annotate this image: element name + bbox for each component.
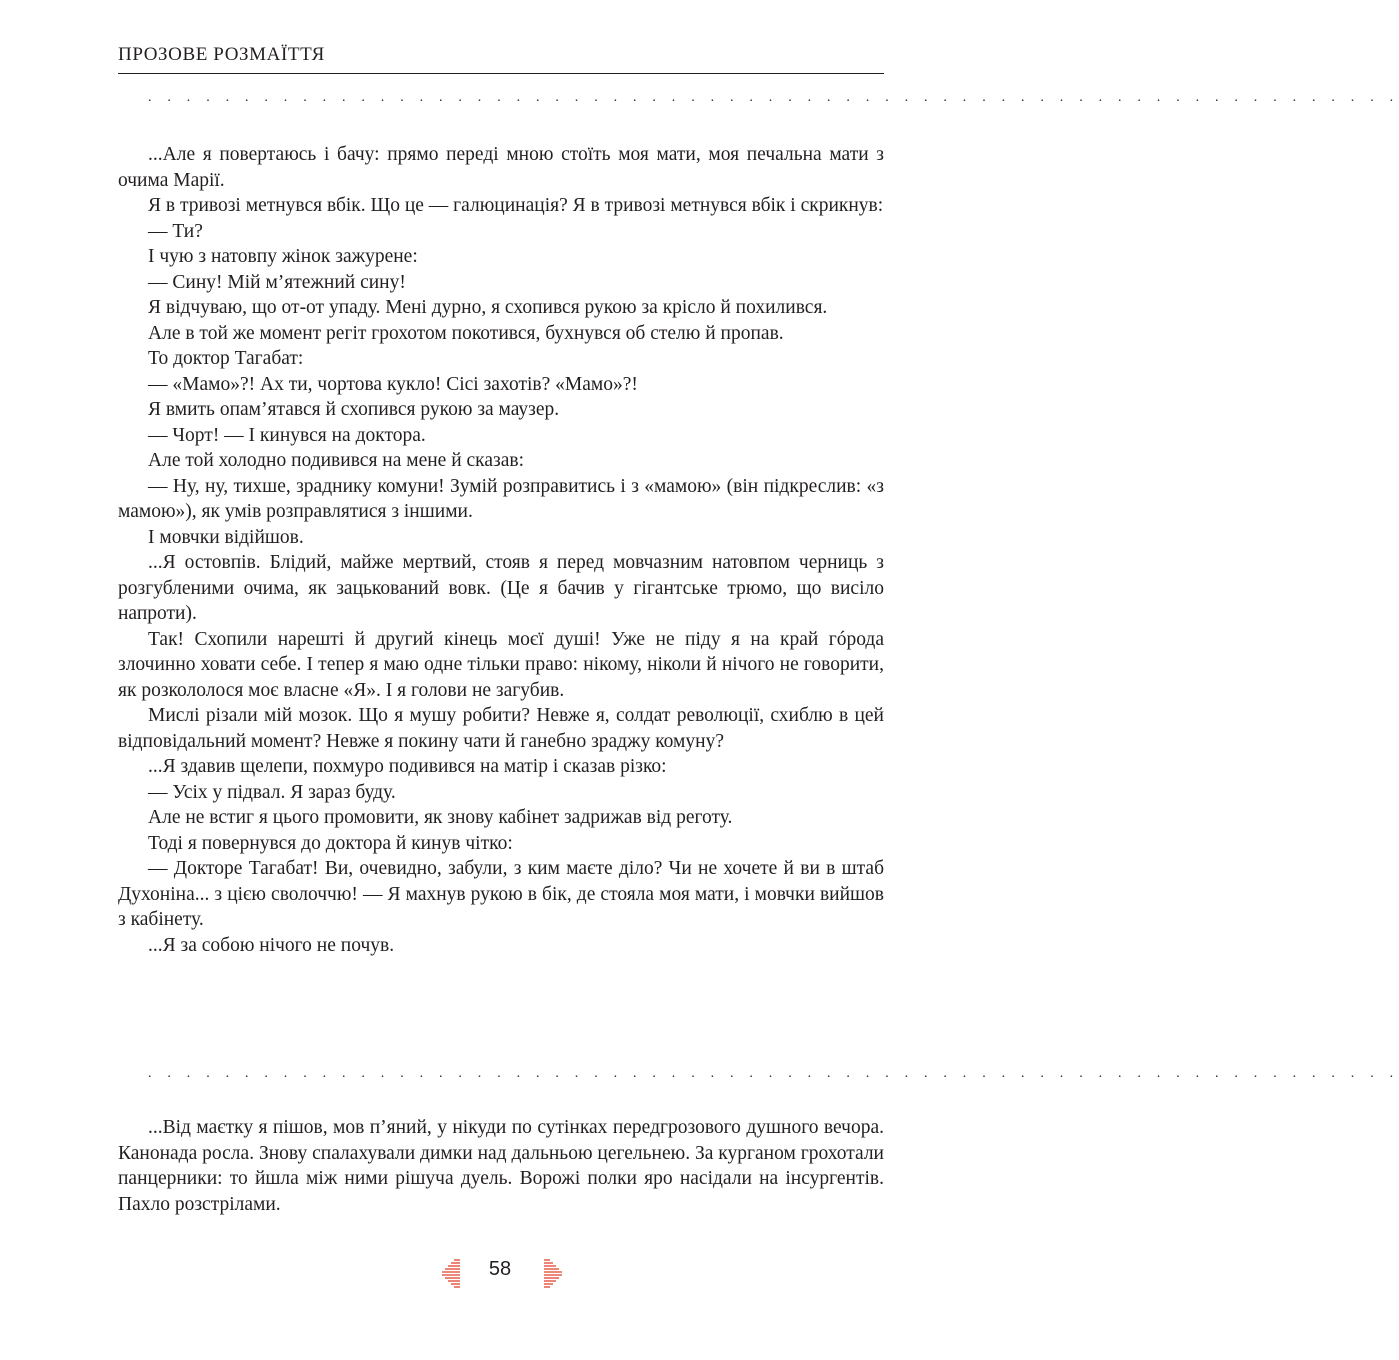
section-2-body	[118, 1115, 884, 1217]
paragraph: І мовчки відійшов.	[148, 526, 304, 548]
paragraph: — Сину! Мій м’ятежний сину!	[148, 271, 406, 293]
page-number: 58	[488, 1258, 512, 1280]
paragraph: — Чорт! — І кинувся на доктора.	[148, 424, 426, 446]
right-arrow-ornament-icon	[544, 1258, 564, 1293]
paragraph: ...Я остовпів. Блідий, майже мертвий, стояв я перед мовчазним натовпом черниць з розгубленими очима, як зацькований вовк. (Це я бачив у гігантське трюмо, що висіло напроти).	[118, 552, 884, 624]
paragraph: Я відчуваю, що от-от упаду. Мені дурно, я схопився рукою за крісло й похилився.	[148, 297, 828, 318]
paragraph: — Ти?	[148, 220, 203, 242]
paragraph: — Докторе Тагабат! Ви, очевидно, забули, з ким маєте діло? Чи не хочете й ви в штаб Духоніна... з цією сволоччю! — Я махнув рукою в бік, де стояла моя мати, і мовчки вийшов з кабінету.	[118, 858, 884, 930]
paragraph: Але в той же момент регіт грохотом покотився, бухнувся об стелю й пропав.	[148, 322, 784, 344]
paragraph: — Усіх у підвал. Я зараз буду.	[148, 781, 396, 803]
paragraph: Так! Схопили нарешті й другий кінець моєї душі! Уже не піду я на край гóрода злочинно ховати себе. І тепер я маю одне тільки право: нікому, ніколи й нічого не говорити, як розкололося моє власне «Я». І я голови не загубив.	[118, 628, 884, 701]
running-header: ПРОЗОВЕ РОЗМАЇТТЯ	[118, 44, 884, 74]
paragraph: Але не встиг я цього промовити, як знову кабінет задрижав від реготу.	[148, 807, 733, 828]
paragraph: І чую з натовпу жінок зажурене:	[148, 246, 418, 267]
paragraph: ...Я за собою нічого не почув.	[148, 934, 395, 956]
section-separator: . . . . . . . . . . . . . . . . . . . . . . . . . . . . . . . . . . . . . . . . . . . . . . . . . . . . . . . . . . . . . . . . .	[148, 90, 1399, 105]
paragraph: — «Мамо»?! Ах ти, чортова кукло! Сісі захотів? «Мамо»?!	[148, 373, 638, 395]
paragraph: ...Я здавив щелепи, похмуро подивився на матір і сказав різко:	[148, 756, 667, 777]
paragraph: ...Від маєтку я пішов, мов п’яний, у нікуди по сутінках передгрозового душного вечора. Канонада росла. Знову спалахували димки над дальньою цегельнею. За курганом грохотали панцерники: то йшла між ними рішуча дуель. Ворожі полки яро насідали на інсургентів. Пахло розстрілами.	[118, 1117, 884, 1215]
paragraph: ...Але я повертаюсь і бачу: прямо переді мною стоїть моя мати, моя печальна мати з очима Марії.	[118, 144, 884, 191]
paragraph: Але той холодно подивився на мене й сказав:	[148, 450, 524, 471]
paragraph: Я в тривозі метнувся вбік. Що це — галюцинація? Я в тривозі метнувся вбік і скрикнув:	[148, 195, 884, 216]
paragraph: Тоді я повернувся до доктора й кинув чітко:	[148, 832, 513, 854]
section-separator: . . . . . . . . . . . . . . . . . . . . . . . . . . . . . . . . . . . . . . . . . . . . . . . . . . . . . . . . . . . . . . . . .	[148, 1066, 1399, 1081]
paragraph: — Ну, ну, тихше, зраднику комуни! Зумій розправитись і з «мамою» (він підкреслив: «з мамою»), як умів розправлятися з іншими.	[118, 475, 884, 522]
paragraph: То доктор Тагабат:	[148, 348, 304, 369]
page-footer	[0, 1254, 963, 1294]
paragraph: Я вмить опам’ятався й схопився рукою за маузер.	[148, 399, 560, 420]
section-1-body	[118, 142, 884, 958]
paragraph: Мислі різали мій мозок. Що я мушу робити? Невже я, солдат революції, схиблю в цей відповідальний момент? Невже я покину чати й ганебно зраджу комуну?	[118, 705, 884, 752]
left-arrow-ornament-icon	[440, 1258, 460, 1293]
